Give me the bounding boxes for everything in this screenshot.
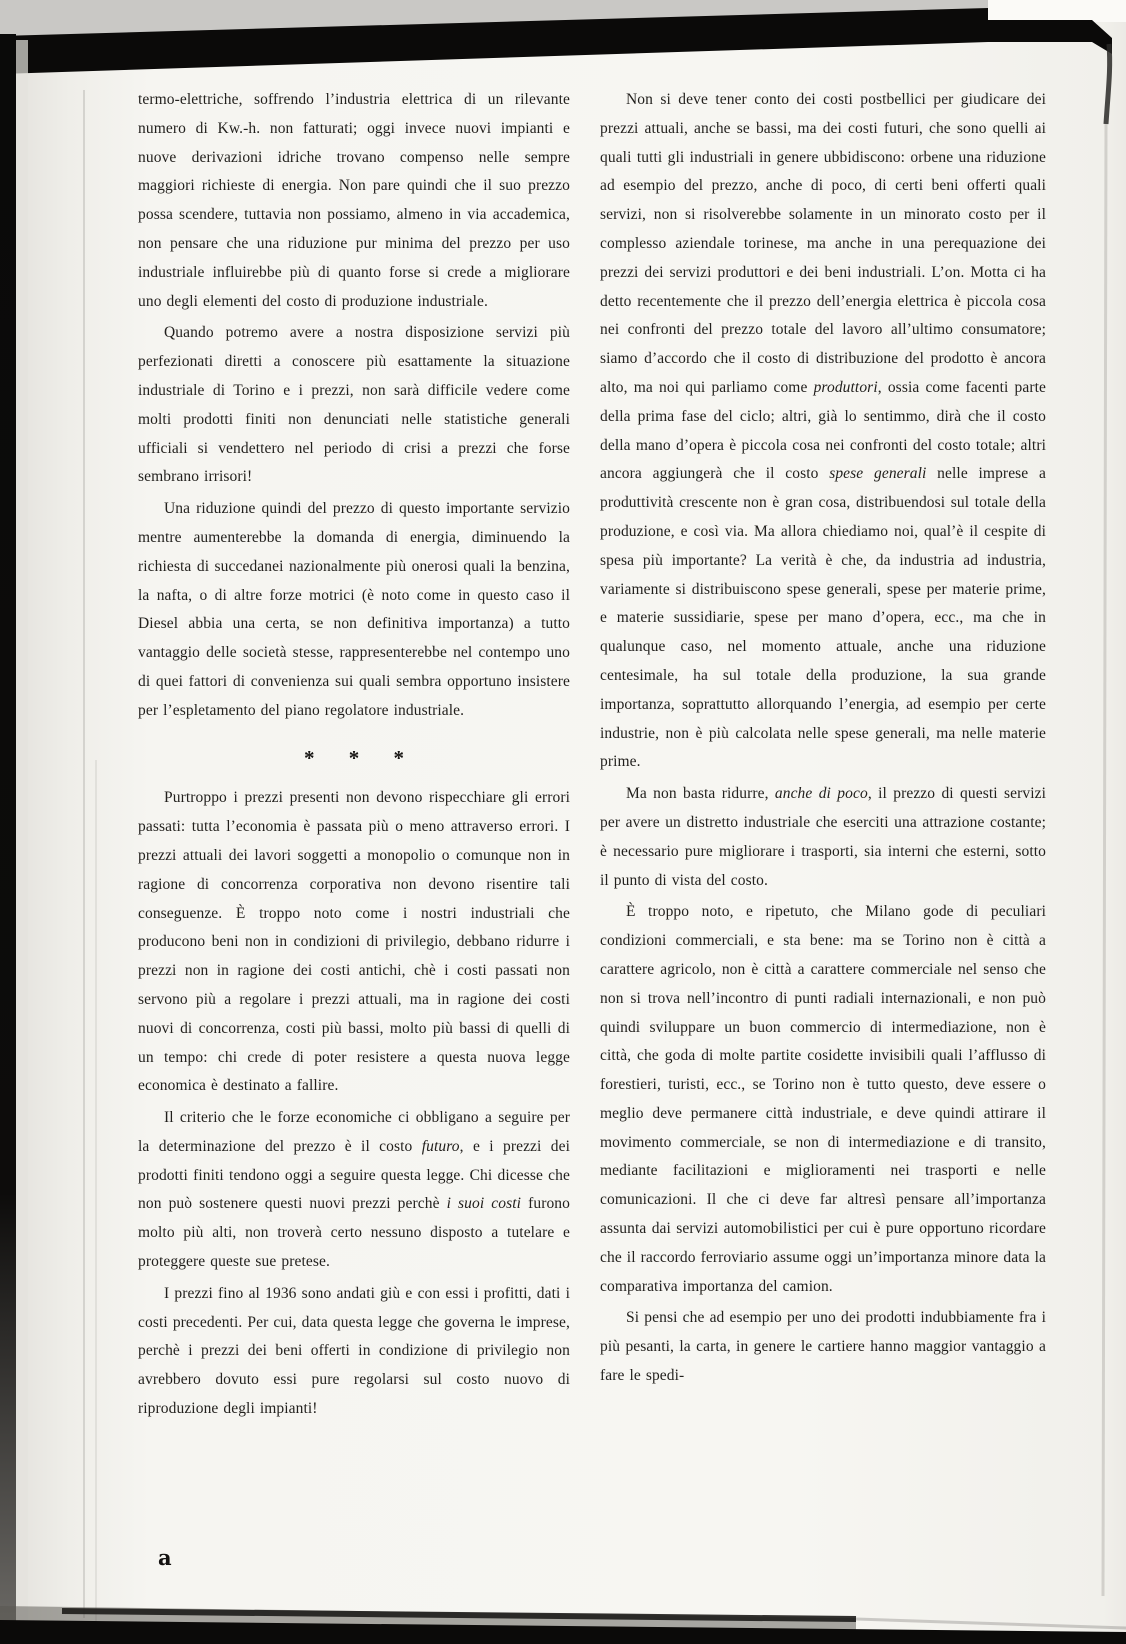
paragraph bbox=[138, 86, 570, 316]
left-edge-band bbox=[0, 34, 16, 1644]
bottom-edge-shadow bbox=[0, 1606, 856, 1630]
body-text: , ossia come facenti parte della prima fase del ciclo; altri, già lo sentimmo, dirà che il costo della mano d’opera è piccola cosa nei confronti del costo totale; altri ancora aggiungerà che il costo bbox=[600, 378, 1047, 483]
body-text: È troppo noto, e ripetuto, che Milano gode di peculiari condizioni commerciali, e sta bene: ma se Torino non è città a carattere agricolo, non è città a carattere commerciale nel senso che non si trova nell’incontro di punti radiali internazionali, e non può quindi sviluppare un buon commercio di intermediazione, non è città, che goda di molte partite cosidette invisibili quali l’afflusso di forestieri, turisti, ecc., se Torino non è tutto questo, deve essere o meglio deve permanere città industriale, e deve quindi attirare il movimento commerciale, se non di intermediazione e di transito, mediante facilitazioni e miglioramenti nei trasporti e nelle comunicazioni. Il che ci deve far altresì pensare all’importanza assunta dai servizi automobilistici per cui è pure opportuno ricordare che il raccordo ferroviario assume oggi un’importanza minore data la comparativa importanza del camion. bbox=[600, 903, 1046, 1295]
right-text-column bbox=[600, 86, 1046, 1391]
left-edge-highlight bbox=[16, 40, 28, 1640]
body-text: Il criterio che le forze economiche ci obbligano a seguire per la determinazione del prezzo è il costo bbox=[138, 1109, 570, 1155]
body-text: Purtroppo i prezzi presenti non devono rispecchiare gli errori passati: tutta l’economia è passata più o meno attraverso errori. I prezzi attuali dei lavori soggetti a monopolio o comunque non in ragione di concorrenza corporativa non devono risentire tali conseguenze. È troppo noto come i nostri industriali che producono beni non in condizioni di privilegio, debbano ridurre i prezzi non in ragione dei costi antichi, chè i costi passati non servono più a regolare i prezzi attuali, ma in ragione dei costi nuovi di concorrenza, costi più bassi, molto più bassi di quelli di un tempo: chi crede di poter resistere a questa nuova legge economica è destinato a fallire. bbox=[138, 789, 570, 1095]
italic-text: futuro bbox=[421, 1137, 460, 1155]
bottom-page-edge bbox=[62, 1611, 856, 1619]
bottom-page-edge-faint bbox=[856, 1619, 1126, 1628]
paragraph bbox=[600, 1304, 1046, 1390]
section-separator: * * * bbox=[304, 745, 418, 770]
body-text: termo-elettriche, soffrendo l’industria elettrica di un rilevante numero di Kw.-h. non fatturati; oggi invece nuovi impianti e nuove derivazioni idriche trovano compenso nelle sempre maggiori richieste di energia. Non pare quindi che il suo prezzo possa scendere, tuttavia non possiamo, almeno in via accademica, non pensare che una riduzione pur minima del prezzo per uso industriale influirebbe più di quanto forse si crede a migliorare uno degli elementi del costo di produzione industriale. bbox=[138, 91, 570, 310]
paragraph bbox=[138, 1104, 570, 1277]
body-text: Una riduzione quindi del prezzo di questo importante servizio mentre aumenterebbe la domanda di energia, diminuendo la richiesta di succedanei nazionalmente più onerosi quali la benzina, la nafta, o di altre forze motrici (è noto come in questo caso il Diesel abbia una certa, se non definitiva importanza) a tutto vantaggio delle società stesse, rappresenterebbe nel contempo uno di quei fattori di convenienza sui quali sembra opportuno insistere per l’espletamento del piano regolatore industriale. bbox=[138, 500, 570, 719]
italic-text: anche di poco bbox=[774, 785, 868, 803]
italic-text: i suoi costi bbox=[446, 1195, 522, 1213]
body-text: , e i prezzi dei prodotti finiti tendono oggi a seguire questa legge. Chi dicesse che non può sostenere questi nuovi prezzi perchè bbox=[138, 1137, 570, 1213]
left-text-column bbox=[138, 86, 570, 1424]
paragraph bbox=[138, 1280, 570, 1424]
paragraph bbox=[138, 784, 570, 1101]
paragraph bbox=[600, 898, 1046, 1301]
italic-text: spese generali bbox=[829, 465, 927, 483]
body-text: Ma non basta ridurre, bbox=[626, 785, 775, 803]
right-page-edge bbox=[1106, 44, 1110, 124]
top-edge-band bbox=[0, 8, 988, 74]
paragraph bbox=[600, 86, 1046, 777]
body-text: , il prezzo di questi servizi per avere un distretto industriale che eserciti una attrazione costante; è necessario pure migliorare i trasporti, sia interni che esterni, sotto il punto di vista del costo. bbox=[600, 785, 1046, 889]
body-text: Si pensi che ad esempio per uno dei prodotti indubbiamente fra i più pesanti, la carta, in genere le cartiere hanno maggior vantaggio a fare le spedi- bbox=[600, 1309, 1046, 1385]
right-page-edge-faint bbox=[1103, 124, 1106, 1596]
body-text: furono molto più alti, non troverà certo nessuno disposto a tutelare e proteggere queste sue pretese. bbox=[138, 1195, 571, 1271]
italic-text: produttori bbox=[813, 378, 878, 396]
body-text: Quando potremo avere a nostra disposizione servizi più perfezionati diretti a conoscere più esattamente la situazione industriale di Torino e i prezzi, non sarà difficile vedere come molti prodotti finiti non denunciati nelle statistiche generali ufficiali si vendettero nel periodo di crisi a prezzi che forse sembrano irrisori! bbox=[138, 324, 570, 486]
bottom-band bbox=[0, 1620, 1126, 1644]
paragraph bbox=[600, 780, 1046, 895]
scanner-bed-right bbox=[988, 0, 1126, 22]
signature-mark: a bbox=[158, 1545, 172, 1570]
body-text: nelle imprese a produttività crescente non è gran cosa, distribuendosi sul totale della produzione, e così via. Ma allora chiediamo noi, qual’è il cespite di spesa più importante? La verità è che, da industria ad industria, variamente si distribuiscono spese generali, spese per materie prime, e materie sussidiarie, spese per mano d’opera, ecc., ma che in qualunque caso, nel momento attuale, anche una riduzione centesimale, ha sul totale della produzione, la sua grande importanza, soprattutto allorquando l’energia, ad esempio per certe industrie, non è più calcolata nelle spese generali, ma nelle materie prime. bbox=[600, 465, 1046, 771]
scanner-bed-strip bbox=[0, 0, 990, 40]
paragraph bbox=[138, 319, 570, 492]
body-text: Non si deve tener conto dei costi postbellici per giudicare dei prezzi attuali, anche se bassi, ma dei costi futuri, che sono quelli ai quali tutti gli industriali in genere ubbidiscono: orbene una riduzione ad esempio del prezzo, anche di poco, di certi beni offerti quali servizi, non si risolverebbe solamente in un minorato costo per il complesso aziendale torinese, ma anche in una perequazione dei prezzi dei servizi produttori e dei beni industriali. L’on. Motta ci ha detto recentemente che il prezzo dell’energia elettrica è piccola cosa nei confronti del prezzo totale del lavoro all’ultimo consumatore; siamo d’accordo che il costo di distribuzione del prodotto è ancora alto, ma noi qui parliamo come bbox=[600, 91, 1046, 396]
top-edge-band-right bbox=[988, 20, 1112, 54]
body-text: I prezzi fino al 1936 sono andati giù e con essi i profitti, dati i costi precedenti. Per cui, data questa legge che governa le imprese, perchè i prezzi dei beni offerti in condizione di privilegio non avrebbero dovuto essi pure regolarsi sul costo nuovo di riproduzione degli impianti! bbox=[138, 1284, 570, 1418]
paragraph bbox=[138, 495, 570, 725]
